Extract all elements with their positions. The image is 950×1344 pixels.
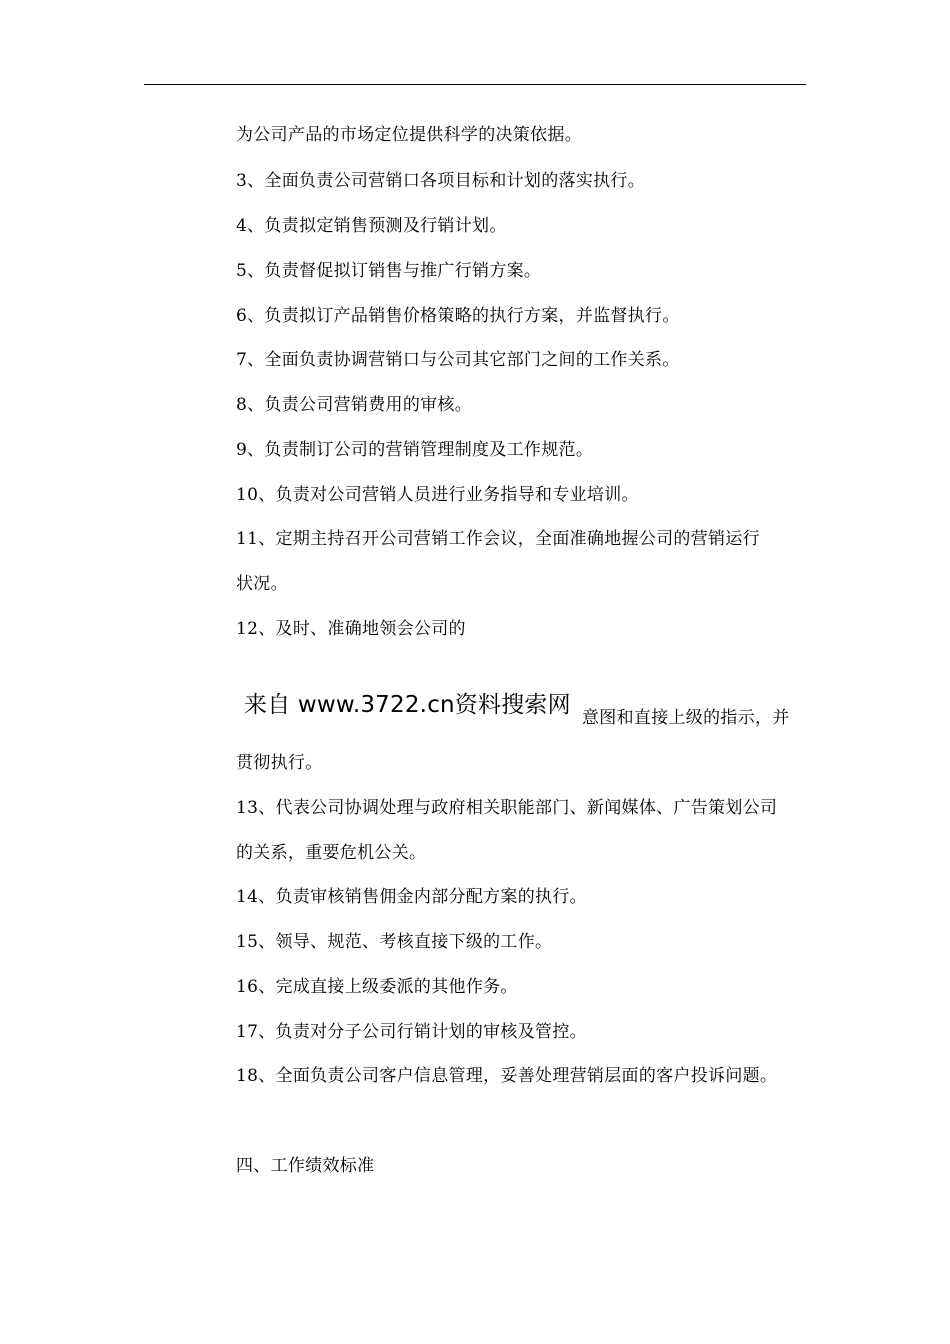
list-item-15: 15、领导、规范、考核直接下级的工作。 [236, 932, 553, 952]
list-item-18: 18、全面负责公司客户信息管理，妥善处理营销层面的客户投诉问题。 [236, 1066, 778, 1086]
list-item-12-cont: 意图和直接上级的指示，并 [582, 708, 790, 728]
list-item-13: 13、代表公司协调处理与政府相关职能部门、新闻媒体、广告策划公司 [236, 798, 778, 818]
list-item-17: 17、负责对分子公司行销计划的审核及管控。 [236, 1022, 587, 1042]
list-item-3: 3、全面负责公司营销口各项目标和计划的落实执行。 [236, 171, 646, 191]
list-item-11: 11、定期主持召开公司营销工作会议，全面准确地握公司的营销运行 [236, 529, 760, 549]
list-item-5: 5、负责督促拟订销售与推广行销方案。 [236, 261, 542, 281]
list-item-9: 9、负责制订公司的营销管理制度及工作规范。 [236, 440, 594, 460]
watermark-banner: 来自 www.3722.cn资料搜索网 [244, 692, 571, 718]
list-item-7: 7、全面负责协调营销口与公司其它部门之间的工作关系。 [236, 350, 680, 370]
list-item-12-end: 贯彻执行。 [236, 753, 323, 773]
section-heading: 四、工作绩效标准 [236, 1156, 375, 1176]
list-item-10: 10、负责对公司营销人员进行业务指导和专业培训。 [236, 485, 639, 505]
list-item-12: 12、及时、准确地领会公司的 [236, 619, 466, 639]
list-item-14: 14、负责审核销售佣金内部分配方案的执行。 [236, 887, 587, 907]
list-item-13-cont: 的关系，重要危机公关。 [236, 843, 427, 863]
list-item-6: 6、负责拟订产品销售价格策略的执行方案，并监督执行。 [236, 306, 680, 326]
text-line: 为公司产品的市场定位提供科学的决策依据。 [236, 125, 582, 145]
list-item-11-cont: 状况。 [236, 574, 288, 594]
list-item-8: 8、负责公司营销费用的审核。 [236, 395, 473, 415]
list-item-16: 16、完成直接上级委派的其他作务。 [236, 977, 518, 997]
list-item-4: 4、负责拟定销售预测及行销计划。 [236, 216, 507, 236]
header-rule [144, 84, 806, 85]
